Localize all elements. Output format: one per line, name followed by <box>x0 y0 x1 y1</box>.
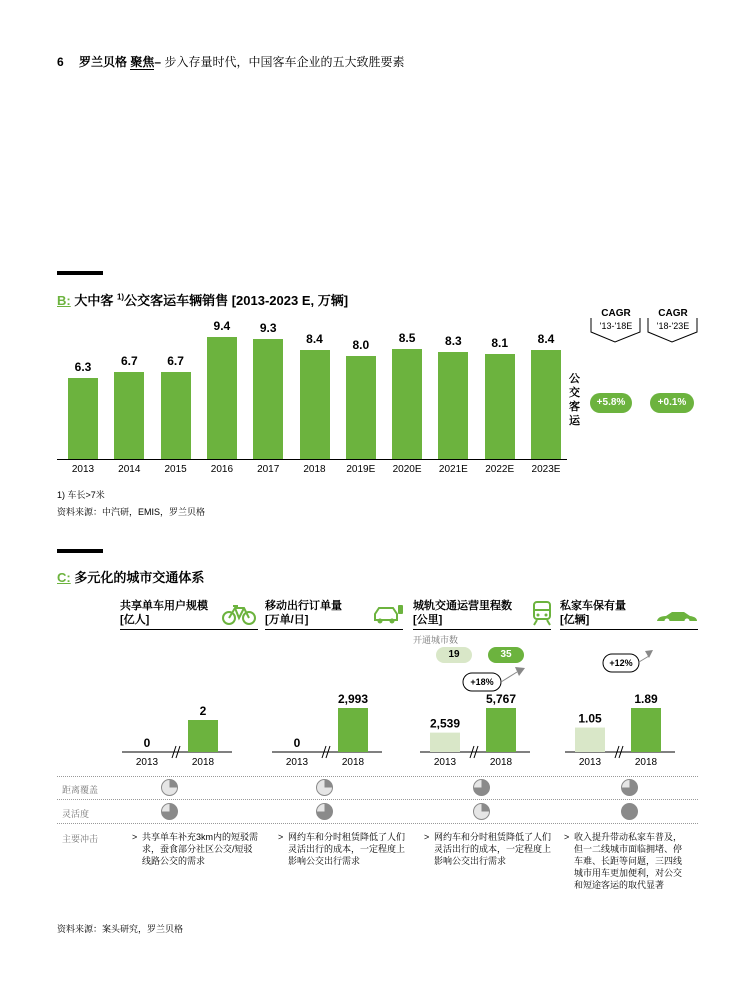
header-subtitle: 步入存量时代，中国客车企业的五大致胜要素 <box>164 55 405 69</box>
cagr-value-2: +0.1% <box>650 393 694 413</box>
bar-2021E <box>438 352 468 459</box>
col-2-underline <box>265 629 403 630</box>
mini-bar-4-2018 <box>631 708 661 752</box>
mini-bar-label-4-2013: 1.05 <box>578 711 602 726</box>
brand-name: 罗兰贝格 <box>79 55 128 69</box>
bar-2013 <box>68 378 98 459</box>
cities-2013: 19 <box>436 647 472 663</box>
col-1-unit: [亿人] <box>120 614 150 626</box>
impact-text-3: 网约车和分时租赁降低了人们灵活出行的成本，一定程度上影响公交出行需求 <box>434 832 552 866</box>
mini-bar-label-2-2013: 0 <box>293 736 301 750</box>
metro-icon <box>532 600 552 626</box>
cities-label: 开通城市数 <box>413 635 459 645</box>
impact-marker-1: > <box>132 832 138 842</box>
col-3-underline <box>413 629 551 630</box>
row-label-impact: 主要冲击 <box>62 834 99 844</box>
section-c-source: 资料来源：案头研究，罗兰贝格 <box>57 924 184 934</box>
col-1-title: 共享单车用户规模 <box>120 600 208 612</box>
section-b-rule <box>57 271 103 275</box>
growth-value-metro: +18% <box>470 677 494 687</box>
x-tick-2022E: 2022E <box>485 464 515 475</box>
header-dash: – <box>154 55 162 69</box>
col-2-unit: [万单/日] <box>265 614 309 626</box>
bar-label-2023E: 8.4 <box>537 332 555 347</box>
row-divider-3 <box>57 823 698 824</box>
mini-bar-label-1-2018: 2 <box>199 704 207 718</box>
footnote-mark: 1) <box>116 292 125 302</box>
bar-2017 <box>253 339 283 459</box>
col-1-header <box>120 599 208 627</box>
bar-label-2013: 6.3 <box>74 359 92 374</box>
bar-2019E <box>346 356 376 459</box>
coverage-pie-4 <box>621 779 638 796</box>
mini-bar-2-2018 <box>338 708 368 752</box>
section-b-letter: B: <box>57 293 71 308</box>
row-label-coverage: 距离覆盖 <box>62 785 99 795</box>
flexibility-pie-4 <box>621 803 638 820</box>
bar-label-2022E: 8.1 <box>491 336 509 351</box>
section-b-title <box>57 290 348 309</box>
ride-hailing-icon <box>372 602 404 626</box>
bar-2016 <box>207 337 237 459</box>
bar-2014 <box>114 372 144 459</box>
impact-col-2 <box>278 831 406 867</box>
section-c-rule <box>57 549 103 553</box>
x-tick-2016: 2016 <box>210 464 234 475</box>
section-c-letter: C: <box>57 570 71 585</box>
col-3-header <box>413 599 512 627</box>
mini-x-tick-1-2018: 2018 <box>191 757 215 768</box>
bar-2015 <box>161 372 191 459</box>
impact-col-1 <box>132 831 260 867</box>
cagr-box-1 <box>590 307 642 332</box>
row-label-flexibility: 灵活度 <box>62 809 90 819</box>
col-4-underline <box>560 629 698 630</box>
bar-label-2015: 6.7 <box>167 354 184 369</box>
bar-2023E <box>531 350 561 459</box>
x-tick-2023E: 2023E <box>531 464 561 475</box>
col-2-title: 移动出行订单量 <box>265 600 342 612</box>
section-b-title-pre: 大中客 <box>74 293 114 308</box>
col-3-title: 城轨交通运营里程数 <box>413 600 512 612</box>
bus-sales-chart <box>57 320 567 480</box>
mini-bar-label-2-2018: 2,993 <box>337 692 369 706</box>
x-tick-2021E: 2021E <box>438 464 468 475</box>
chart-b-side-label: 公交客运 <box>569 373 580 427</box>
x-tick-2015: 2015 <box>164 464 187 475</box>
row-divider-2 <box>57 799 698 800</box>
mini-x-tick-3-2013: 2013 <box>433 757 457 768</box>
x-tick-2020E: 2020E <box>392 464 422 475</box>
mini-bar-label-3-2013: 2,539 <box>429 716 461 731</box>
mini-x-tick-2-2018: 2018 <box>341 757 365 768</box>
flexibility-pie-1 <box>161 803 178 820</box>
mini-x-tick-3-2018: 2018 <box>489 757 513 768</box>
x-tick-2019E: 2019E <box>346 464 376 475</box>
bar-2022E <box>485 354 515 459</box>
mini-x-tick-2-2013: 2013 <box>285 757 309 768</box>
cagr-box-2 <box>647 307 699 332</box>
mini-bar-3-2013 <box>430 733 460 752</box>
cagr-label-1: CAGR <box>601 308 631 319</box>
section-c-title <box>57 567 204 586</box>
bar-label-2021E: 8.3 <box>445 333 462 348</box>
mini-x-tick-4-2013: 2013 <box>578 757 602 768</box>
flexibility-pie-3 <box>473 803 490 820</box>
mini-bar-3-2018 <box>486 708 516 752</box>
x-tick-2013: 2013 <box>71 464 95 475</box>
series-name: 聚焦 <box>130 55 155 69</box>
col-2-header <box>265 599 342 627</box>
bar-2018 <box>300 350 330 459</box>
col-4-title: 私家车保有量 <box>560 600 626 612</box>
x-tick-2014: 2014 <box>118 464 141 475</box>
col-4-header <box>560 599 626 627</box>
cities-2018: 35 <box>488 647 524 663</box>
section-c-title-text: 多元化的城市交通体系 <box>74 570 205 585</box>
bar-label-2014: 6.7 <box>120 354 138 369</box>
cagr-value-1: +5.8% <box>590 393 632 413</box>
mini-x-tick-1-2013: 2013 <box>135 757 159 768</box>
page-number: 6 <box>57 55 64 69</box>
page-header <box>57 53 404 70</box>
bar-label-2019E: 8.0 <box>352 337 370 352</box>
col-4-unit: [亿辆] <box>560 614 590 626</box>
col-3-unit: [公里] <box>413 614 443 626</box>
impact-text-4: 收入提升带动私家车普及，但一二线城市面临拥堵、停车难、长距等问题，三四线城市用车更加便利，对公交和短途客运的取代显著 <box>574 832 683 890</box>
x-tick-2018: 2018 <box>303 464 326 475</box>
mini-x-tick-4-2018: 2018 <box>634 757 658 768</box>
bar-label-2017: 9.3 <box>259 320 277 335</box>
col-1-underline <box>120 629 258 630</box>
section-b-title-post: 公交客运车辆销售 [2013-2023 E, 万辆] <box>124 293 349 308</box>
mini-bar-label-4-2018: 1.89 <box>634 692 658 706</box>
impact-marker-2: > <box>278 832 284 842</box>
impact-col-3 <box>424 831 552 867</box>
row-divider-1 <box>57 776 698 777</box>
mini-bar-label-3-2018: 5,767 <box>485 692 517 706</box>
section-b-footnote: 1) 车长>7米 <box>57 490 105 500</box>
impact-marker-4: > <box>564 832 570 842</box>
growth-value-car: +12% <box>609 658 633 668</box>
bar-2020E <box>392 349 422 459</box>
cagr-period-1: '13-'18E <box>599 321 633 331</box>
coverage-pie-1 <box>161 779 178 796</box>
coverage-pie-3 <box>473 779 490 796</box>
section-b-source: 资料来源：中汽研，EMIS，罗兰贝格 <box>57 507 206 517</box>
cagr-label-2: CAGR <box>658 308 688 319</box>
impact-text-2: 网约车和分时租赁降低了人们灵活出行的成本，一定程度上影响公交出行需求 <box>288 832 406 866</box>
coverage-pie-2 <box>316 779 333 796</box>
chart-b-axis <box>57 459 567 460</box>
mini-bar-1-2018 <box>188 720 218 752</box>
bar-label-2018: 8.4 <box>306 332 323 347</box>
impact-col-4 <box>564 831 690 891</box>
impact-marker-3: > <box>424 832 430 842</box>
mini-bar-label-1-2013: 0 <box>143 736 151 750</box>
bar-label-2016: 9.4 <box>213 319 231 334</box>
impact-text-1: 共享单车补充3km内的短驳需求，蚕食部分社区公交/短驳线路公交的需求 <box>142 832 259 866</box>
cagr-period-2: '18-'23E <box>656 321 690 331</box>
flexibility-pie-2 <box>316 803 333 820</box>
bar-label-2020E: 8.5 <box>398 331 416 346</box>
car-icon <box>656 610 698 624</box>
bicycle-icon <box>222 603 256 625</box>
x-tick-2017: 2017 <box>257 464 280 475</box>
mini-bar-4-2013 <box>575 728 605 752</box>
